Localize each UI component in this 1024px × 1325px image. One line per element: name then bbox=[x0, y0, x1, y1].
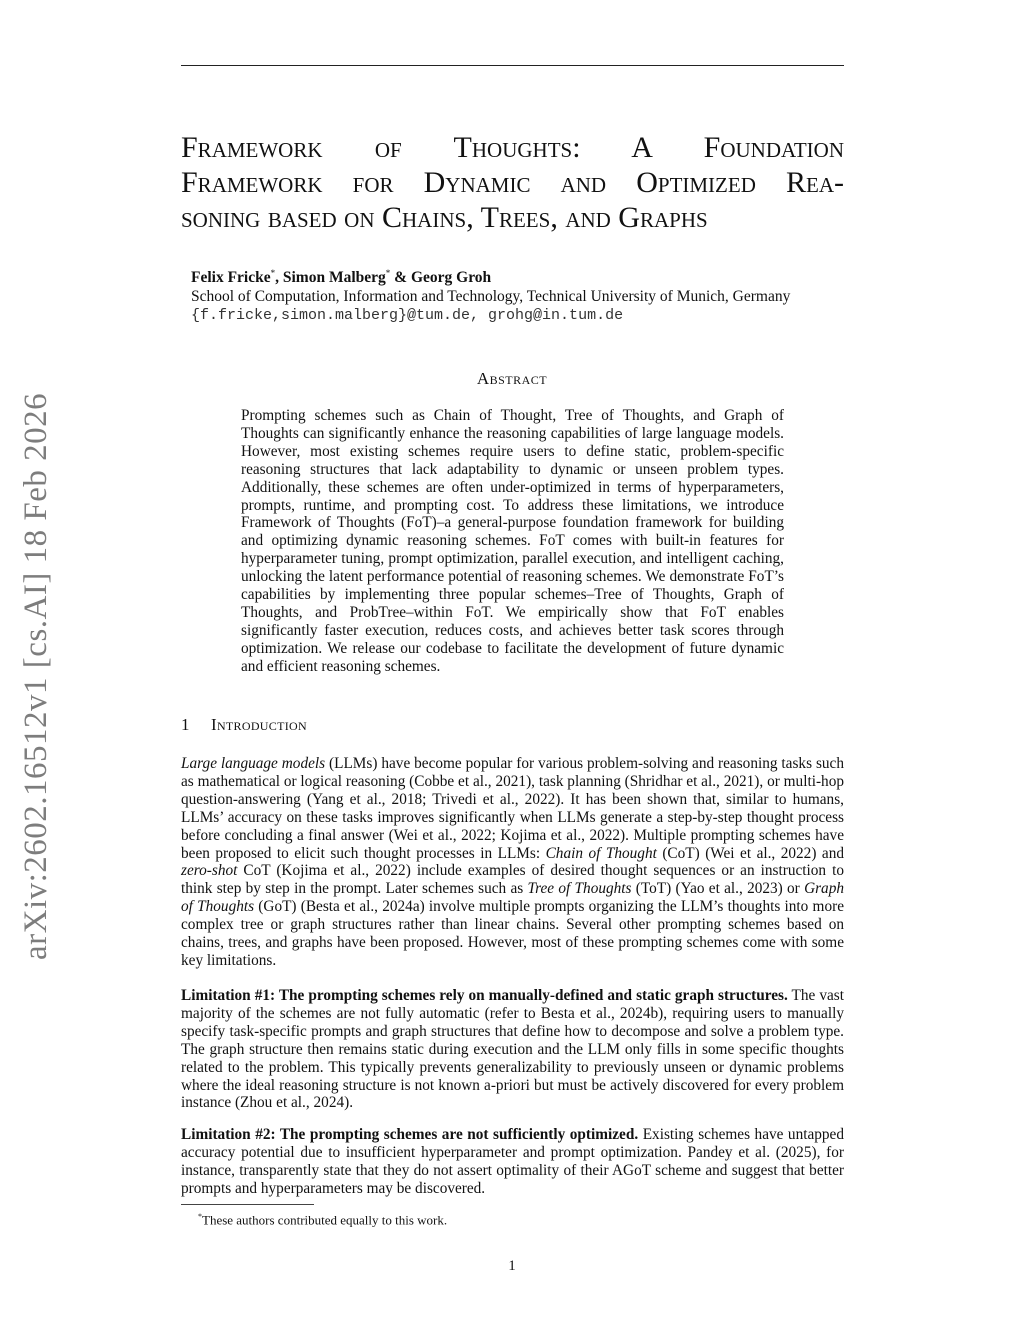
author-names bbox=[191, 264, 851, 287]
intro-paragraph-2 bbox=[181, 987, 844, 1112]
limitation-2-heading: Limitation #2: The prompting schemes are not sufficiently optimized. bbox=[181, 1126, 639, 1143]
body-text: CoT (Kojima et al., 2022) include examples of desired thought sequences or an instruction to think step by step in the prompt. Later schemes such as bbox=[181, 862, 844, 898]
author-name: Simon Malberg bbox=[282, 269, 386, 287]
body-text: Existing schemes have untapped accuracy potential due to insufficient hyperparameter and prompt optimization. Pandey et al. (2025), for instance, transparently state that they do not assert optimality of their AGoT scheme and suggest that better prompts and hyperparameters may be discovered. bbox=[181, 1126, 844, 1197]
section-title: Introduction bbox=[211, 715, 307, 734]
author-block bbox=[191, 264, 851, 325]
intro-paragraph-3 bbox=[181, 1126, 844, 1198]
italic-term: Tree of Thoughts bbox=[527, 880, 632, 898]
footnote bbox=[198, 1209, 447, 1227]
section-heading bbox=[181, 715, 307, 735]
page-number: 1 bbox=[508, 1258, 516, 1274]
limitation-1-heading: Limitation #1: The prompting schemes rely on manually-defined and static graph structures. bbox=[181, 987, 788, 1004]
body-text: The vast majority of the schemes are not fully automatic (refer to Besta et al., 2024b), requiring users to manually specify task-specific prompts and graph structures that define how to decompose and solve a problem type. The graph structure then remains static during execution and the LLM only fills in some specific thoughts related to the problem. This typically prevents generalizability to previously unseen or dynamic problems where the ideal reasoning structure is not known a-priori but must be actively discovered for every problem instance (Zhou et al., 2024). bbox=[181, 987, 844, 1112]
author-name: Georg Groh bbox=[410, 269, 492, 287]
italic-term: Large language models bbox=[181, 755, 326, 772]
italic-term: zero-shot bbox=[181, 862, 238, 880]
equal-contribution-mark: * bbox=[270, 268, 276, 278]
abstract-text: Prompting schemes such as Chain of Thought, Tree of Thoughts, and Graph of Thoughts can significantly enhance the reasoning capabilities of large language models. However, most existing schemes require users to define static, problem-specific reasoning structures that lack adaptability to dynamic or unseen problem types. Additionally, these schemes are often under-optimized in terms of hyperparameters, prompts, runtime, and prompting cost. To address these limitations, we introduce Framework of Thoughts (FoT)–a general-purpose foundation framework for building and optimizing dynamic reasoning schemes. FoT comes with built-in features for hyperparameter tuning, prompt optimization, parallel execution, and intelligent caching, unlocking the latent performance potential of reasoning schemes. We demonstrate FoT’s capabilities by implementing three popular schemes–Tree of Thoughts, Graph of Thoughts, and ProbTree–within FoT. We empirically show that FoT enables significantly faster execution, reduces costs, and achieves better task scores through optimization. We release our codebase to facilitate the development of future dynamic and efficient reasoning schemes. bbox=[241, 407, 784, 675]
body-text: (LLMs) have become popular for various problem-solving and reasoning tasks such as mathematical or logical reasoning (Cobbe et al., 2021), task planning (Shridhar et al., 2021), or multi-hop question-answering (Yang et al., 2018; Trivedi et al., 2022). It has been shown that, similar to humans, LLMs’ accuracy on these tasks improves significantly when LLMs generate a step-by-step thought process before concluding a final answer (Wei et al., 2022; Kojima et al., 2022). Multiple prompting schemes have been proposed to elicit such thought processes in LLMs: bbox=[181, 755, 844, 862]
body-text: (GoT) (Besta et al., 2024a) involve multiple prompts organizing the LLM’s thoughts into more complex tree or graph structures rather than linear chains. Several other prompting schemes based on chains, trees, and graphs have been proposed. However, most of these prompting schemes come with some key limitations. bbox=[181, 898, 844, 969]
italic-term: Chain of Thought bbox=[545, 844, 657, 862]
title-line-3: soning based on Chains, Trees, and Graphs bbox=[181, 201, 708, 234]
affiliation: School of Computation, Information and Technology, Technical University of Munich, Germany bbox=[191, 288, 791, 306]
intro-paragraph-1 bbox=[181, 755, 844, 970]
paper-title bbox=[181, 130, 844, 235]
italic-term: Graph of Thoughts bbox=[181, 880, 845, 916]
top-rule bbox=[181, 65, 844, 66]
equal-contribution-mark: * bbox=[385, 268, 391, 278]
footnote-text: These authors contributed equally to this work. bbox=[202, 1212, 448, 1228]
author-emails: {f.fricke,simon.malberg}@tum.de, grohg@in.tum.de bbox=[191, 307, 624, 325]
footnote-rule bbox=[181, 1204, 314, 1205]
title-line-1: Framework of Thoughts: A Foundation bbox=[181, 131, 844, 164]
author-name: Felix Fricke bbox=[191, 269, 271, 287]
footnote-mark: * bbox=[198, 1212, 202, 1221]
abstract-heading: Abstract bbox=[476, 369, 548, 388]
body-text: (CoT) (Wei et al., 2022) and bbox=[656, 844, 844, 862]
author-separator: , bbox=[275, 269, 283, 287]
section-number: 1 bbox=[181, 715, 190, 734]
arxiv-identifier: arXiv:2602.16512v1 [cs.AI] 18 Feb 2026 bbox=[18, 392, 54, 960]
body-text: (ToT) (Yao et al., 2023) or bbox=[631, 880, 805, 898]
author-separator: & bbox=[390, 269, 411, 287]
title-line-2: Framework for Dynamic and Optimized Rea- bbox=[181, 166, 844, 199]
